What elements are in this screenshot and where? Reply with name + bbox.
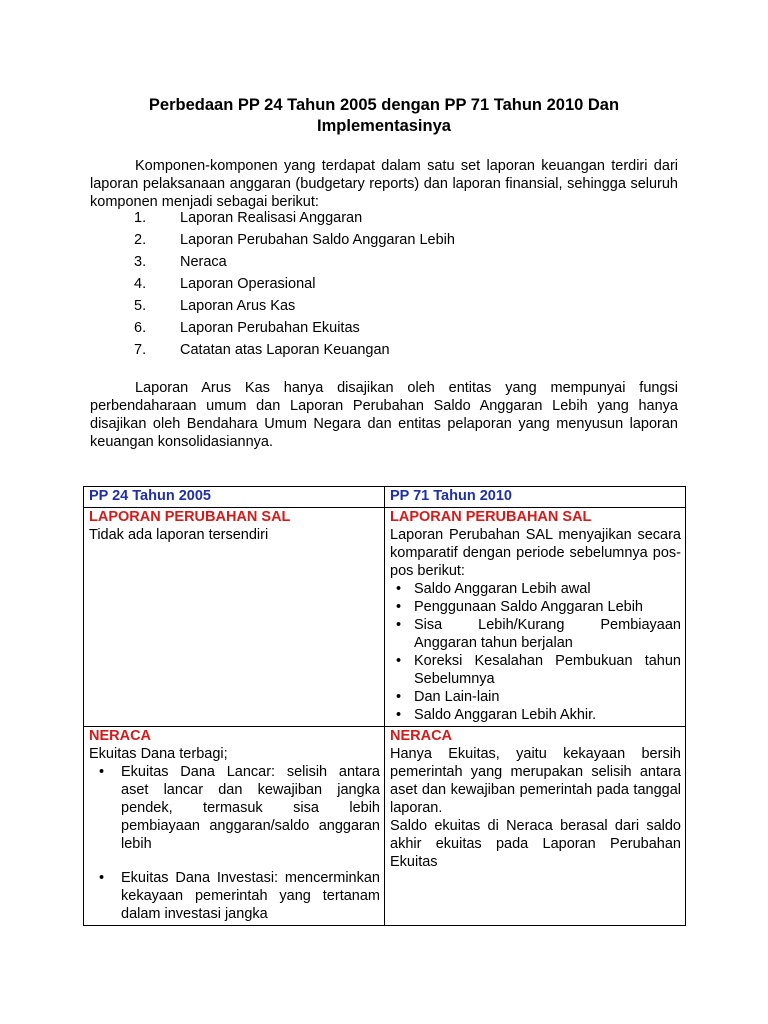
cell-sal-pp71	[385, 508, 686, 727]
list-item: • Ekuitas Dana Investasi: mencerminkan kekayaan pemerintah yang tertanam dalam investasi jangka	[121, 869, 380, 923]
list-spacer	[121, 853, 380, 869]
column-header-pp71: PP 71 Tahun 2010	[385, 487, 686, 508]
comparison-table	[83, 486, 686, 926]
document-title: Perbedaan PP 24 Tahun 2005 dengan PP 71 Tahun 2010 Dan Implementasinya	[148, 96, 620, 135]
list-item: • Dan Lain-lain	[414, 688, 681, 706]
intro-paragraph: Komponen-komponen yang terdapat dalam satu set laporan keuangan terdiri dari laporan pelaksanaan anggaran (budgetary reports) dan laporan finansial, sehingga seluruh komponen menjadi sebagai berikut:	[90, 158, 678, 210]
cell-text: Saldo ekuitas di Neraca berasal dari saldo akhir ekuitas pada Laporan Perubahan Ekuitas	[390, 818, 681, 870]
cell-neraca-pp71	[385, 727, 686, 926]
table-row-sal	[84, 508, 686, 727]
component-list	[90, 207, 678, 361]
sal-item-list	[390, 580, 681, 724]
list-item: 1. Laporan Realisasi Anggaran	[134, 210, 363, 226]
list-item: • Sisa Lebih/Kurang Pembiayaan Anggaran tahun berjalan	[414, 616, 681, 652]
section-heading: LAPORAN PERUBAHAN SAL	[89, 509, 291, 525]
list-item: • Koreksi Kesalahan Pembukuan tahun Sebelumnya	[414, 652, 681, 688]
cell-sal-pp24	[84, 508, 385, 727]
section-heading: LAPORAN PERUBAHAN SAL	[390, 509, 592, 525]
list-item: • Saldo Anggaran Lebih awal	[414, 580, 681, 598]
cell-text: Hanya Ekuitas, yaitu kekayaan bersih pemerintah yang merupakan selisih antara aset dan kewajiban pemerintah pada tanggal laporan.	[390, 746, 681, 816]
cell-text: Ekuitas Dana terbagi;	[89, 746, 228, 762]
cell-neraca-pp24	[84, 727, 385, 926]
table-header-row	[84, 487, 686, 508]
cell-text: Laporan Perubahan SAL menyajikan secara komparatif dengan periode sebelumnya pos-pos berikut:	[390, 527, 681, 579]
list-item: 6. Laporan Perubahan Ekuitas	[134, 320, 360, 336]
list-item: 4. Laporan Operasional	[134, 276, 316, 292]
list-item: 2. Laporan Perubahan Saldo Anggaran Lebih	[134, 232, 455, 248]
ekuitas-list	[89, 763, 380, 923]
list-item: 3. Neraca	[134, 254, 227, 270]
cell-text: Tidak ada laporan tersendiri	[89, 527, 269, 543]
table-row-neraca	[84, 727, 686, 926]
list-item: 5. Laporan Arus Kas	[134, 298, 296, 314]
list-item: • Ekuitas Dana Lancar: selisih antara aset lancar dan kewajiban jangka pendek, termasuk sisa lebih pembiayaan anggaran/saldo anggaran lebih	[121, 763, 380, 853]
note-paragraph: Laporan Arus Kas hanya disajikan oleh entitas yang mempunyai fungsi perbendaharaan umum dan Laporan Perubahan Saldo Anggaran Lebih yang hanya disajikan oleh Bendahara Umum Negara dan entitas pelaporan yang menyusun laporan keuangan konsolidasiannya.	[90, 380, 678, 450]
list-item: • Penggunaan Saldo Anggaran Lebih	[414, 598, 681, 616]
list-item: 7. Catatan atas Laporan Keuangan	[134, 342, 390, 358]
section-heading: NERACA	[89, 728, 152, 744]
section-heading: NERACA	[390, 728, 453, 744]
list-item: • Saldo Anggaran Lebih Akhir.	[414, 706, 681, 724]
column-header-pp24: PP 24 Tahun 2005	[84, 487, 385, 508]
